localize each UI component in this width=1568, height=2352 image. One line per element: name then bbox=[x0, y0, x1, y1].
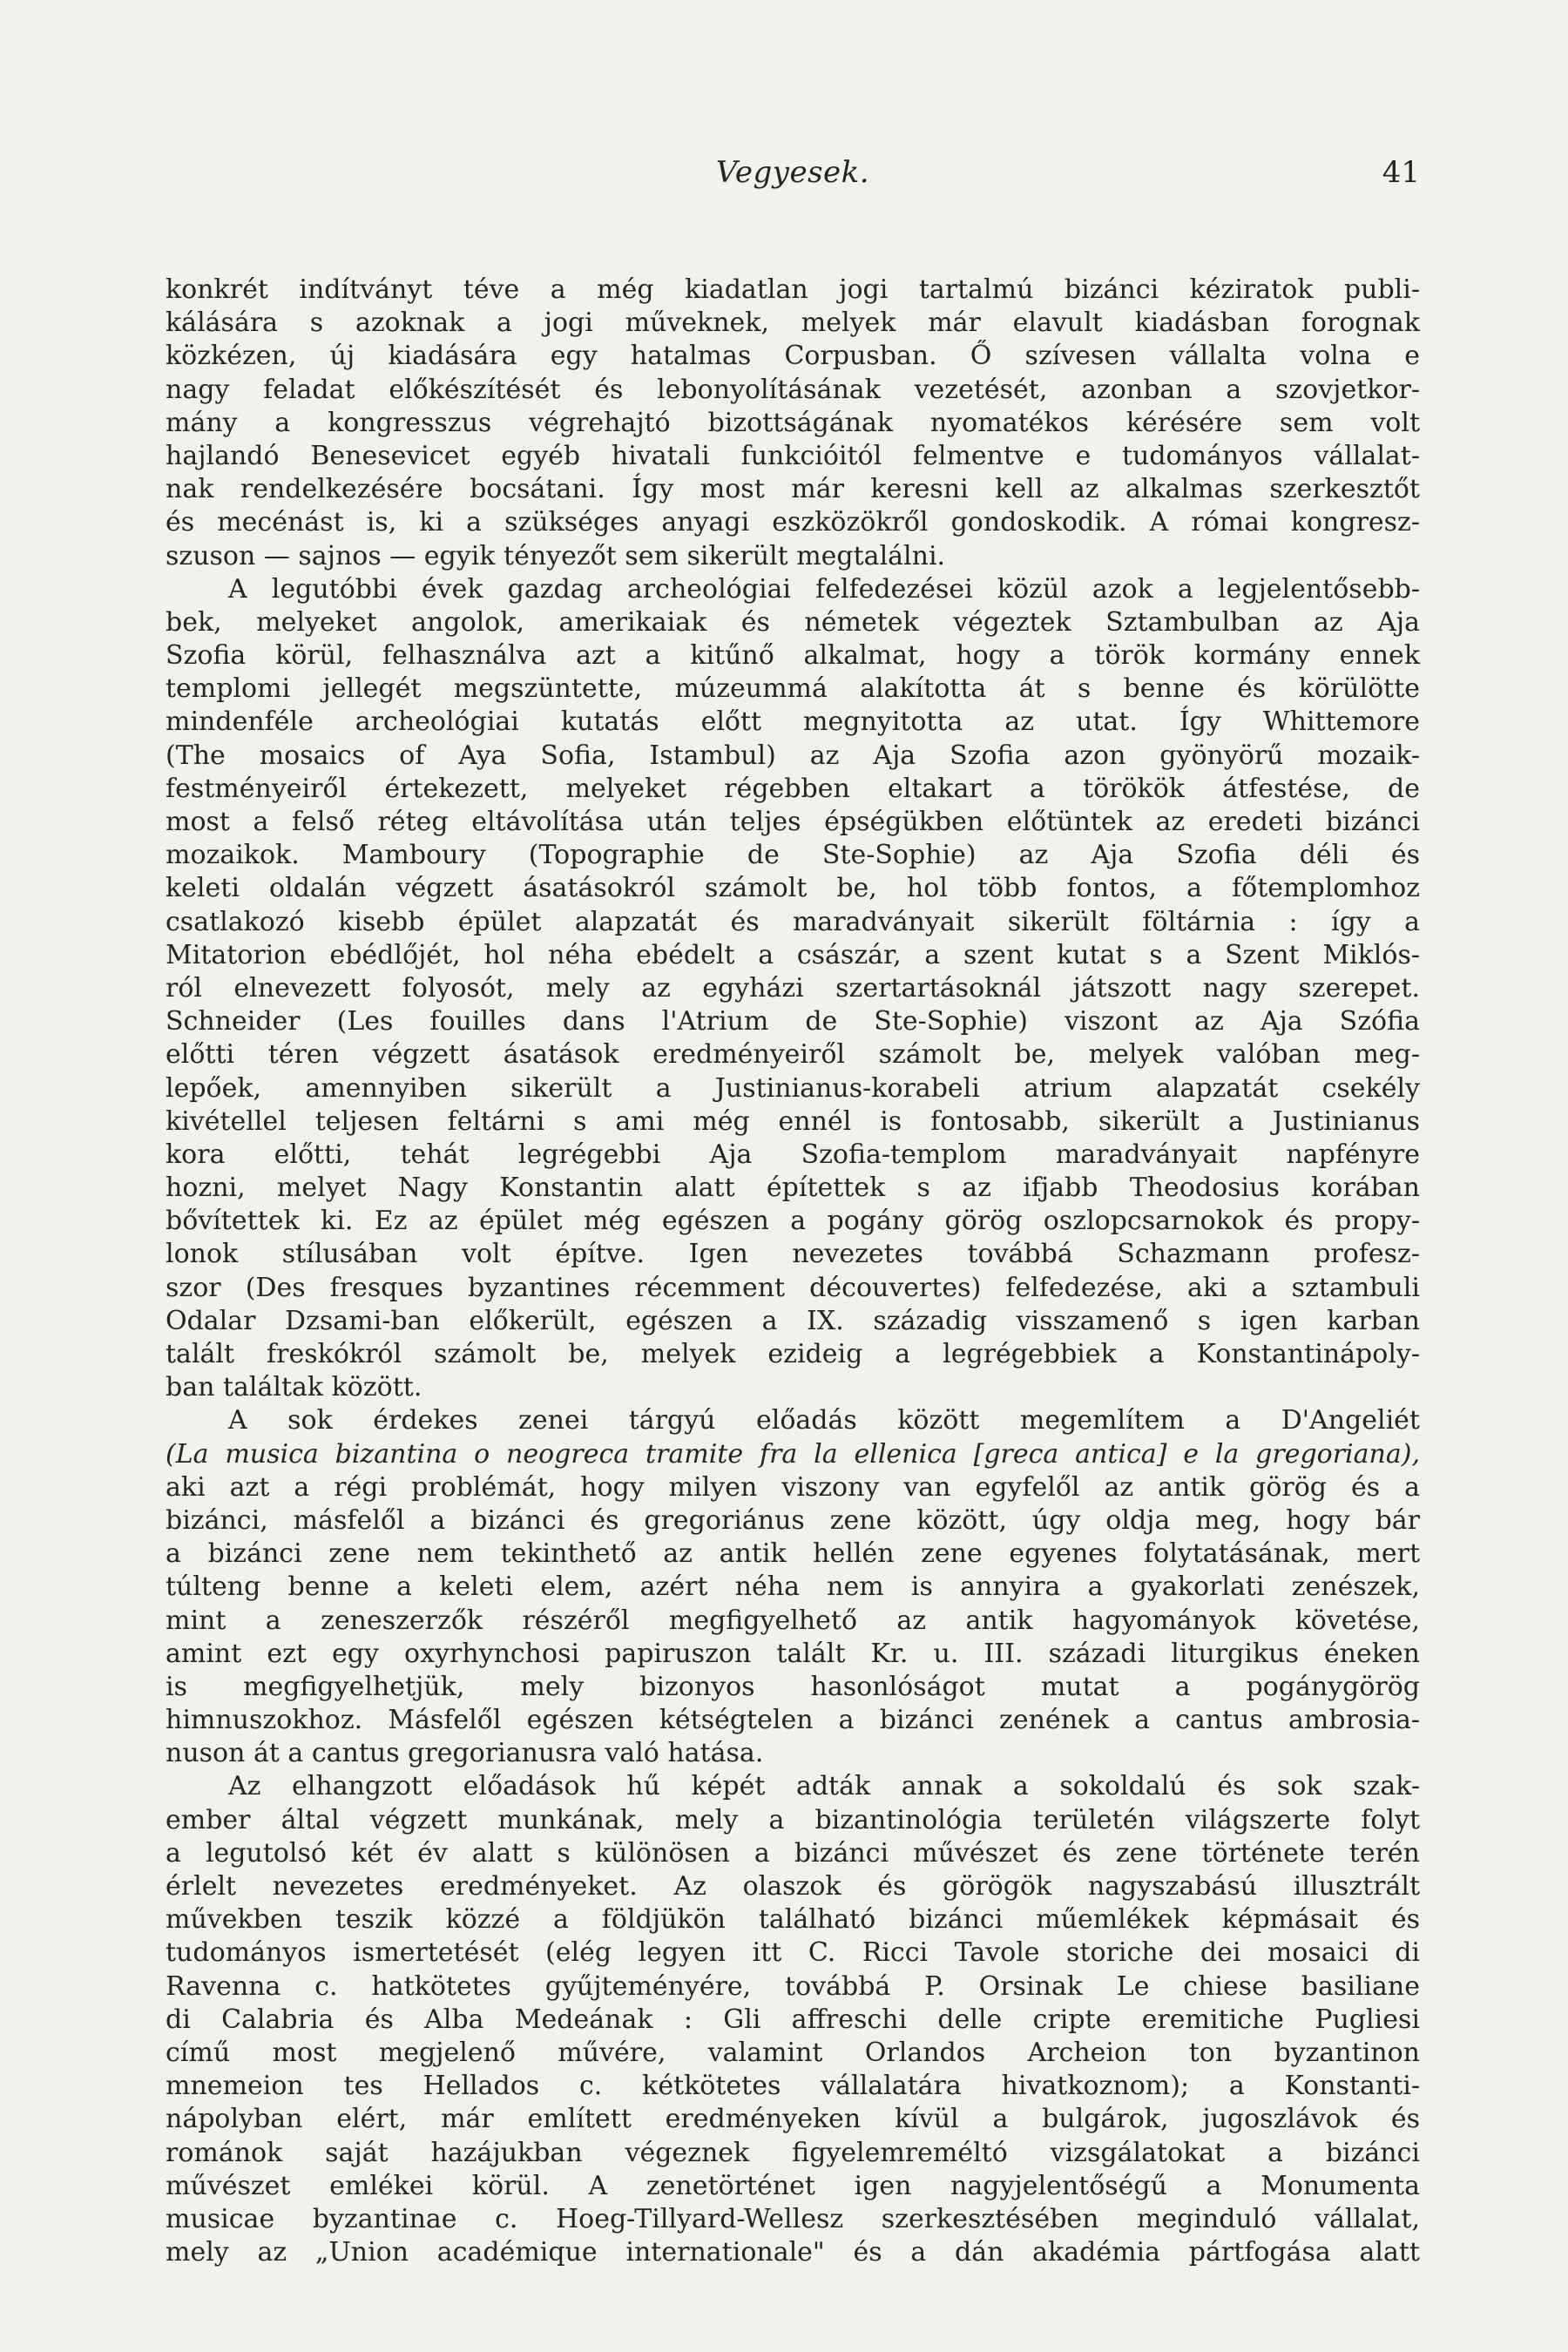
text-line: A legutóbbi évek gazdag archeológiai felfedezései közül azok a legjelentősebb- bbox=[228, 573, 1420, 605]
text-line: ról elnevezett folyosót, mely az egyházi szertartásoknál játszott nagy szerepet. bbox=[166, 972, 1420, 1004]
text-line: a legutolsó két év alatt s különösen a bizánci művészet és zene története terén bbox=[166, 1837, 1420, 1869]
text-line: nagy feladat előkészítését és lebonyolításának vezetését, azonban a szovjetkor- bbox=[166, 374, 1420, 405]
text-line: himnuszokhoz. Másfelől egészen kétségtelen a bizánci zenének a cantus ambrosia- bbox=[166, 1705, 1420, 1736]
text-line: aki azt a régi problémát, hogy milyen viszony van egyfelől az antik görög és a bbox=[166, 1471, 1420, 1503]
text-line: is megfigyelhetjük, mely bizonyos hasonlóságot mutat a pogánygörög bbox=[166, 1671, 1420, 1702]
text-line: a bizánci zene nem tekinthető az antik hellén zene egyenes folytatásának, mert bbox=[166, 1538, 1420, 1570]
text-line: di Calabria és Alba Medeának : Gli affreschi delle cripte eremitiche Pugliesi bbox=[166, 2004, 1420, 2035]
text-line: nápolyban elért, már említett eredményeken kívül a bulgárok, jugoszlávok és bbox=[166, 2104, 1420, 2135]
text-line: mindenféle archeológiai kutatás előtt megnyitotta az utat. Így Whittemore bbox=[166, 706, 1420, 738]
text-line: túlteng benne a keleti elem, azért néha nem is annyira a gyakorlati zenészek, bbox=[166, 1571, 1420, 1603]
text-line: lepőek, amennyiben sikerült a Justinianus-korabeli atrium alapzatát csekély bbox=[166, 1072, 1420, 1104]
text-line: bek, melyeket angolok, amerikaiak és németek végeztek Sztambulban az Aja bbox=[166, 606, 1420, 638]
text-line: bővítettek ki. Ez az épület még egészen a pogány görög oszlopcsarnokok és propy- bbox=[166, 1206, 1420, 1237]
text-line: kora előtti, tehát legrégebbi Aja Szofia-templom maradványait napfényre bbox=[166, 1139, 1420, 1170]
text-line: amint ezt egy oxyrhynchosi papiruszon talált Kr. u. III. századi liturgikus éneken bbox=[166, 1638, 1420, 1669]
text-line: közkézen, új kiadására egy hatalmas Corpusban. Ő szívesen vállalta volna e bbox=[166, 341, 1420, 372]
text-line: Ravenna c. hatkötetes gyűjteményére, továbbá P. Orsinak Le chiese basiliane bbox=[166, 1970, 1420, 2002]
text-line: most a felső réteg eltávolítása után teljes épségükben előtüntek az eredeti bizánci bbox=[166, 807, 1420, 837]
text-line: művészet emlékei körül. A zenetörténet igen nagyjelentőségű a Monumenta bbox=[166, 2170, 1420, 2201]
text-line: érlelt nevezetes eredményeket. Az olaszok és görögök nagyszabású illusztrált bbox=[166, 1871, 1420, 1902]
text-line: talált freskókról számolt be, melyek ezideig a legrégebbiek a Konstantinápoly- bbox=[166, 1339, 1420, 1369]
text-line: előtti téren végzett ásatások eredményeiről számolt be, melyek valóban meg- bbox=[166, 1039, 1420, 1071]
text-line: szuson — sajnos — egyik tényezőt sem sikerült megtalálni. bbox=[166, 540, 946, 571]
text-line: szor (Des fresques byzantines récemment découvertes) felfedezése, aki a sztambuli bbox=[166, 1272, 1420, 1303]
text-line: mnemeion tes Hellados c. kétkötetes vállalatára hivatkoznom); a Konstanti- bbox=[166, 2071, 1420, 2102]
text-line: musicae byzantinae c. Hoeg-Tillyard-Wellesz szerkesztésében meginduló vállalat, bbox=[166, 2203, 1420, 2234]
body-text bbox=[166, 274, 1420, 2269]
text-line: festményeiről értekezett, melyeket régebben eltakart a törökök átfestése, de bbox=[166, 773, 1420, 804]
text-line: templomi jellegét megszüntette, múzeummá alakította át s benne és körülötte bbox=[166, 673, 1420, 705]
text-line: románok saját hazájukban végeznek figyelemreméltó vizsgálatokat a bizánci bbox=[166, 2137, 1420, 2168]
running-title: Vegyesek. bbox=[715, 155, 870, 190]
text-line: bizánci, másfelől a bizánci és gregoriánus zene között, úgy oldja meg, hogy bár bbox=[166, 1504, 1420, 1536]
text-line: lonok stílusában volt építve. Igen nevezetes továbbá Schazmann profesz- bbox=[166, 1239, 1420, 1270]
text-line: mozaikok. Mamboury (Topographie de Ste-Sophie) az Aja Szofia déli és bbox=[166, 840, 1420, 871]
page-number: 41 bbox=[1382, 155, 1420, 190]
text-line: nak rendelkezésére bocsátani. Így most már keresni kell az alkalmas szerkesztőt bbox=[166, 474, 1420, 505]
text-line: kálására s azoknak a jogi műveknek, melyek már elavult kiadásban forognak bbox=[166, 308, 1420, 339]
text-line: A sok érdekes zenei tárgyú előadás között megemlítem a D'Angeliét bbox=[228, 1405, 1420, 1436]
text-line: művekben teszik közzé a földjükön található bizánci műemlékek képmásait és bbox=[166, 1904, 1420, 1936]
text-line: Schneider (Les fouilles dans l'Atrium de Ste-Sophie) viszont az Aja Szófia bbox=[166, 1006, 1420, 1037]
text-line: ban találtak között. bbox=[166, 1372, 422, 1403]
text-line: nuson át a cantus gregorianusra való hatása. bbox=[166, 1738, 764, 1769]
text-line: hozni, melyet Nagy Konstantin alatt építettek s az ifjabb Theodosius korában bbox=[166, 1173, 1420, 1204]
text-line: kivétellel teljesen feltárni s ami még ennél is fontosabb, sikerült a Justinianus bbox=[166, 1105, 1420, 1137]
text-line: Az elhangzott előadások hű képét adták annak a sokoldalú és sok szak- bbox=[228, 1771, 1420, 1802]
text-line: Szofia körül, felhasználva azt a kitűnő alkalmat, hogy a török kormány ennek bbox=[166, 640, 1420, 672]
text-line: (La musica bizantina o neogreca tramite fra la ellenica [greca antica] e la gregoriana), bbox=[166, 1438, 1420, 1470]
text-line: mely az „Union académique internationale" és a dán akadémia pártfogása alatt bbox=[166, 2237, 1420, 2268]
text-line: keleti oldalán végzett ásatásokról számolt be, hol több fontos, a főtemplomhoz bbox=[166, 873, 1420, 904]
text-line: mint a zeneszerzők részéről megfigyelhető az antik hagyományok követése, bbox=[166, 1605, 1420, 1636]
text-line: mány a kongresszus végrehajtó bizottságának nyomatékos kérésére sem volt bbox=[166, 407, 1420, 438]
text-line: ember által végzett munkának, mely a bizantinológia területén világszerte folyt bbox=[166, 1804, 1420, 1835]
text-line: Odalar Dzsami-ban előkerült, egészen a IX. századig visszamenő s igen karban bbox=[166, 1305, 1420, 1336]
text-line: hajlandó Benesevicet egyéb hivatali funkcióitól felmentve e tudományos vállalat- bbox=[166, 440, 1420, 471]
text-line: konkrét indítványt téve a még kiadatlan jogi tartalmú bizánci kéziratok publi- bbox=[166, 274, 1420, 305]
text-line: Mitatorion ebédlőjét, hol néha ebédelt a császár, a szent kutat s a Szent Miklós- bbox=[166, 939, 1420, 970]
text-line: és mecénást is, ki a szükséges anyagi eszközökről gondoskodik. A római kongresz- bbox=[166, 507, 1420, 538]
text-line: tudományos ismertetését (elég legyen itt C. Ricci Tavole storiche dei mosaici di bbox=[166, 1937, 1420, 1969]
text-line: című most megjelenő művére, valamint Orlandos Archeion ton byzantinon bbox=[166, 2037, 1420, 2068]
page-header bbox=[166, 155, 1420, 199]
text-line: (The mosaics of Aya Sofia, Istambul) az Aja Szofia azon gyönyörű mozaik- bbox=[166, 740, 1420, 771]
text-line: csatlakozó kisebb épület alapzatát és maradványait sikerült föltárnia : így a bbox=[166, 906, 1420, 937]
